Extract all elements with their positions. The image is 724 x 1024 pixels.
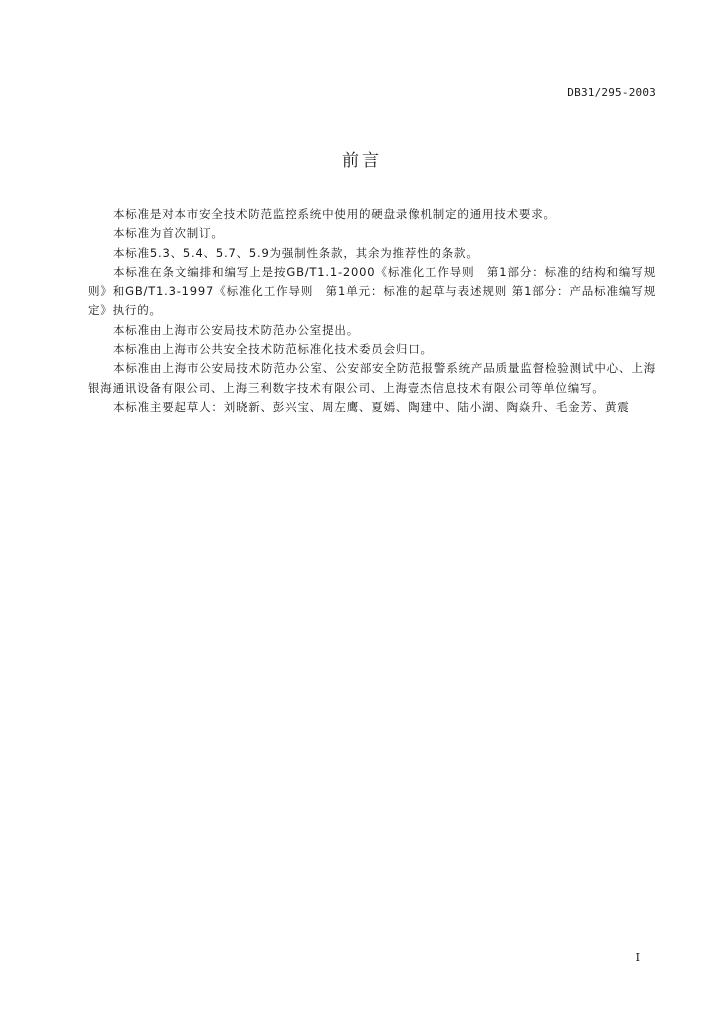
- paragraph-proposed-by: 本标准由上海市公安局技术防范办公室提出。: [113, 322, 359, 337]
- paragraph-drafting-rules: 本标准在条文编排和编写上是按GB/T1.1-2000《标准化工作导则 第1部分：标准的结构和编写规则》和GB/T1.3-1997《标准化工作导则 第1单元：标准的起草与表述规则 第1部分：产品标准编写规定》执行的。: [88, 264, 656, 318]
- paragraph-scope: 本标准是对本市安全技术防范监控系统中使用的硬盘录像机制定的通用技术要求。: [113, 207, 556, 221]
- page-title: 前言: [342, 151, 382, 171]
- paragraph-main-drafters: 本标准主要起草人：刘晓新、彭兴宝、周左鹰、夏嫣、陶建中、陆小湖、陶焱升、毛金芳、黄震: [113, 399, 630, 414]
- paragraph-first-edition: 本标准为首次制订。: [113, 226, 224, 241]
- paragraph-centralized-by: 本标准由上海市公共安全技术防范标准化技术委员会归口。: [113, 342, 433, 357]
- paragraph-mandatory-clauses: 本标准5.3、5.4、5.7、5.9为强制性条款，其余为推荐性的条款。: [113, 245, 479, 260]
- paragraph-drafted-by-units: 本标准由上海市公安局技术防范办公室、公安部安全防范报警系统产品质量监督检验测试中心、上海银海通讯设备有限公司、上海三利数字技术有限公司、上海壹杰信息技术有限公司等单位编写。: [88, 361, 656, 395]
- page-number: I: [635, 951, 640, 964]
- document-code: DB31/295-2003: [567, 86, 656, 99]
- foreword-body: [88, 205, 656, 417]
